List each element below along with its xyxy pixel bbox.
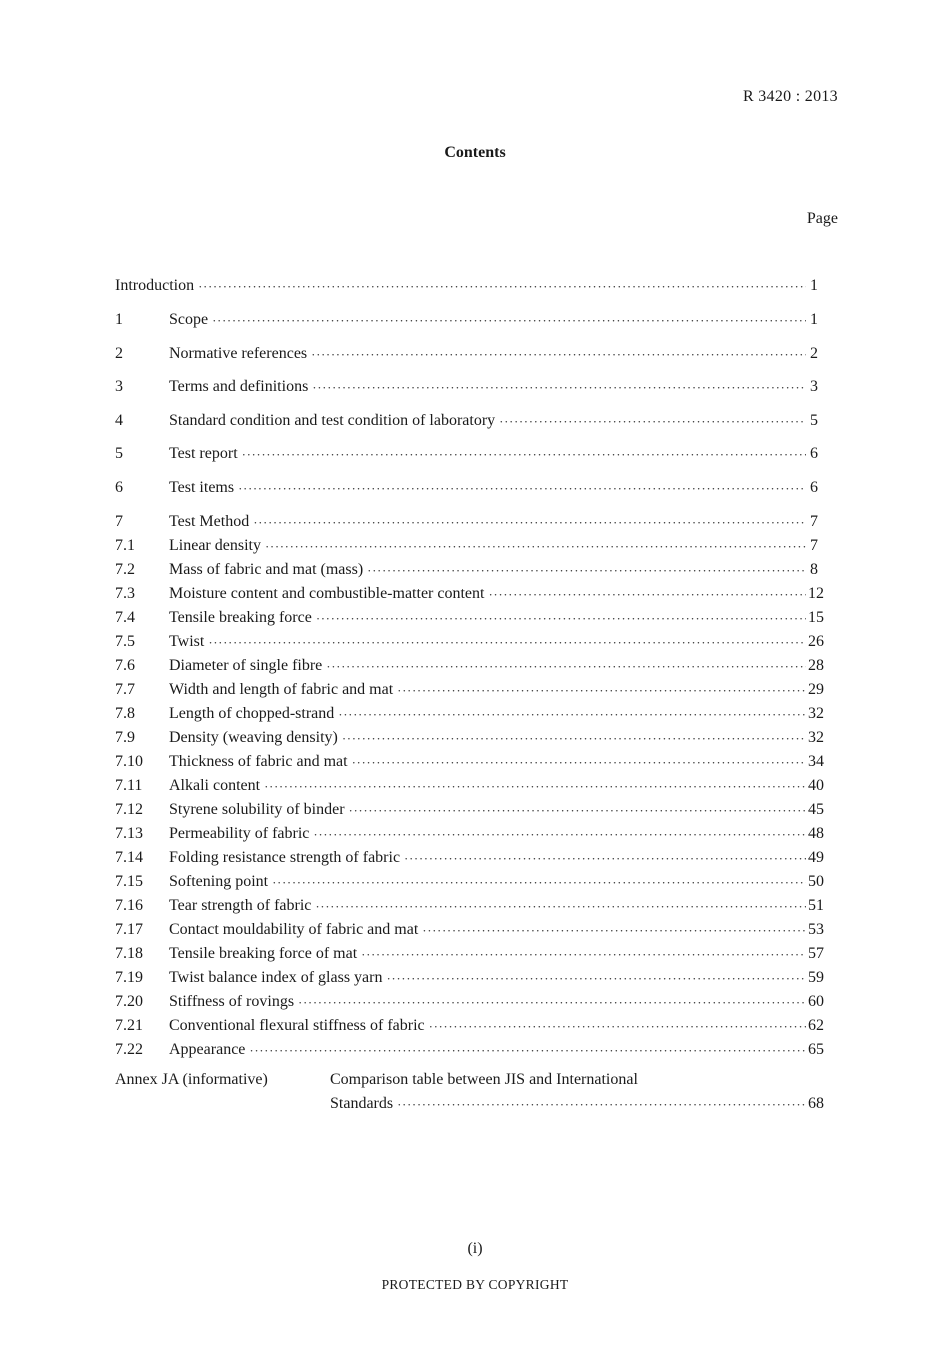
toc-leader-dots [338, 705, 806, 725]
toc-entry-page: 2 [810, 344, 818, 362]
toc-leader-dots [404, 849, 806, 869]
toc-entry-number: 7.10 [115, 752, 143, 770]
toc-leader-dots [265, 537, 806, 557]
toc-entry-page: 5 [810, 411, 818, 429]
toc-leader-dots [488, 585, 806, 605]
toc-entry-number: 7.17 [115, 920, 143, 938]
toc-entry-7-20[interactable] [115, 992, 824, 1012]
toc-entry-page: 62 [808, 1016, 824, 1034]
toc-entry-page: 50 [808, 872, 824, 890]
toc-entry-number: 5 [115, 445, 123, 463]
toc-entry-title: Width and length of fabric and mat [169, 680, 394, 698]
toc-leader-dots [315, 897, 806, 917]
toc-entry-title: Tensile breaking force of mat [169, 944, 358, 962]
toc-entry-7-21[interactable] [115, 1016, 824, 1036]
toc-entry-page: 29 [808, 680, 824, 698]
copyright-notice: PROTECTED BY COPYRIGHT [381, 1277, 569, 1292]
toc-entry-number: 7.16 [115, 896, 143, 914]
toc-entry-page: 1 [810, 277, 818, 294]
page-column-label: Page [806, 210, 838, 227]
toc-entry-title: Scope [169, 311, 209, 328]
toc-entry-7-5[interactable] [115, 632, 824, 652]
toc-leader-dots [198, 277, 806, 297]
toc-entry-title: Linear density [169, 536, 261, 554]
toc-leader-dots [342, 729, 806, 749]
toc-entry-list [115, 310, 824, 1060]
toc-entry-title: Conventional flexural stiffness of fabric [169, 1016, 425, 1034]
toc-entry-number: 7.21 [115, 1016, 143, 1034]
toc-entry-page: 28 [808, 656, 824, 674]
toc-leader-dots [298, 993, 806, 1013]
toc-leader-dots [238, 479, 806, 499]
toc-leader-dots [361, 945, 806, 965]
toc-entry-title: Introduction [115, 277, 195, 294]
toc-entry-number: 7.22 [115, 1040, 143, 1058]
toc-entry-number: 7.18 [115, 944, 143, 962]
toc-entry-2[interactable] [115, 344, 818, 364]
page-number: (i) [467, 1240, 483, 1257]
toc-entry-7-18[interactable] [115, 944, 824, 964]
toc-entry-title: Permeability of fabric [169, 824, 310, 842]
toc-entry-page: 59 [808, 968, 824, 986]
toc-entry-number: 2 [115, 344, 123, 362]
toc-entry-title: Twist balance index of glass yarn [169, 968, 383, 986]
toc-entry-page: 40 [808, 776, 824, 794]
toc-entry-1[interactable] [115, 310, 818, 330]
contents-title: Contents [444, 144, 506, 161]
toc-entry-number: 7.8 [115, 704, 135, 722]
toc-entry-page: 3 [810, 378, 818, 396]
toc-leader-dots [397, 1093, 806, 1113]
toc-entry-number: 7.5 [115, 632, 135, 650]
toc-leader-dots [429, 1017, 806, 1037]
toc-entry-7[interactable] [115, 512, 818, 532]
toc-entry-page: 34 [808, 752, 824, 770]
toc-entry-number: 7.2 [115, 560, 135, 578]
toc-entry-title: Test report [169, 445, 238, 463]
annex-title-line2: Standards [330, 1094, 394, 1112]
toc-entry-page: 26 [808, 632, 824, 650]
toc-entry-number: 7.3 [115, 584, 135, 602]
toc-leader-dots [312, 378, 806, 398]
toc-entry-number: 7.14 [115, 848, 143, 866]
toc-entry-number: 4 [115, 411, 123, 429]
toc-entry-title: Tensile breaking force [169, 608, 312, 626]
toc-leader-dots [326, 657, 806, 677]
table-of-contents [115, 276, 824, 1116]
toc-entry-number: 7.15 [115, 872, 143, 890]
toc-leader-dots [253, 513, 806, 533]
toc-entry-title: Mass of fabric and mat (mass) [169, 560, 364, 578]
toc-entry-number: 7.13 [115, 824, 143, 842]
toc-entry-6[interactable] [115, 478, 818, 498]
annex-page: 68 [808, 1094, 824, 1112]
toc-entry-title: Thickness of fabric and mat [169, 752, 348, 770]
toc-entry-number: 7.1 [115, 536, 135, 554]
toc-leader-dots [397, 681, 806, 701]
toc-entry-7-7[interactable] [115, 680, 824, 700]
toc-entry-page: 12 [808, 584, 824, 602]
toc-entry-page: 48 [808, 824, 824, 842]
toc-entry-number: 7.11 [115, 776, 143, 794]
toc-entry-7-2[interactable] [115, 560, 818, 580]
toc-leader-dots [272, 873, 806, 893]
toc-entry-annex[interactable] [115, 1068, 824, 1116]
toc-entry-number: 7.7 [115, 680, 135, 698]
toc-entry-title: Styrene solubility of binder [169, 800, 345, 818]
toc-entry-4[interactable] [115, 411, 818, 431]
toc-entry-7-19[interactable] [115, 968, 824, 988]
toc-entry-number: 7 [115, 512, 123, 530]
toc-entry-number: 7.12 [115, 800, 143, 818]
toc-entry-title: Length of chopped-strand [169, 704, 335, 722]
toc-leader-dots [316, 609, 806, 629]
toc-entry-number: 3 [115, 378, 123, 396]
toc-entry-7-11[interactable] [115, 776, 824, 796]
toc-entry-title: Normative references [169, 344, 308, 362]
toc-entry-title: Test items [169, 478, 235, 496]
toc-entry-title: Diameter of single fibre [169, 656, 323, 674]
toc-entry-page: 49 [808, 848, 824, 866]
toc-entry-page: 45 [808, 800, 824, 818]
toc-entry-number: 1 [115, 311, 123, 328]
toc-leader-dots [499, 412, 806, 432]
toc-leader-dots [386, 969, 806, 989]
toc-leader-dots [367, 561, 806, 581]
toc-entry-title: Softening point [169, 872, 269, 890]
toc-entry-title: Tear strength of fabric [169, 896, 312, 914]
toc-entry-number: 7.20 [115, 992, 143, 1010]
toc-entry-5[interactable] [115, 444, 818, 464]
toc-leader-dots [349, 801, 806, 821]
toc-entry-page: 32 [808, 728, 824, 746]
toc-entry-7-14[interactable] [115, 848, 824, 868]
toc-entry-title: Alkali content [169, 776, 261, 794]
toc-leader-dots [352, 753, 806, 773]
toc-entry-title: Appearance [169, 1040, 246, 1058]
annex-label: Annex JA (informative) [115, 1070, 268, 1088]
toc-entry-page: 7 [810, 512, 818, 530]
toc-entry-7-22[interactable] [115, 1040, 824, 1060]
toc-entry-title: Folding resistance strength of fabric [169, 848, 401, 866]
toc-entry-7-16[interactable] [115, 896, 824, 916]
toc-entry-title: Test Method [169, 512, 250, 530]
toc-entry-number: 7.6 [115, 656, 135, 674]
toc-entry-7-13[interactable] [115, 824, 824, 844]
toc-leader-dots [208, 633, 806, 653]
toc-leader-dots [212, 311, 806, 331]
toc-entry-number: 7.19 [115, 968, 143, 986]
toc-entry-7-12[interactable] [115, 800, 824, 820]
toc-entry-page: 65 [808, 1040, 824, 1058]
toc-entry-page: 7 [810, 536, 818, 554]
toc-entry-7-8[interactable] [115, 704, 824, 724]
toc-entry-page: 60 [808, 992, 824, 1010]
toc-entry-page: 6 [810, 445, 818, 463]
toc-entry-title: Standard condition and test condition of laboratory [169, 411, 496, 429]
toc-entry-title: Contact mouldability of fabric and mat [169, 920, 419, 938]
toc-leader-dots [313, 825, 806, 845]
toc-entry-7-9[interactable] [115, 728, 824, 748]
toc-leader-dots [242, 445, 806, 465]
toc-entry-7-15[interactable] [115, 872, 824, 892]
toc-entry-title: Density (weaving density) [169, 728, 338, 746]
toc-entry-page: 53 [808, 920, 824, 938]
toc-entry-7-3[interactable] [115, 584, 824, 604]
toc-entry-page: 6 [810, 478, 818, 496]
toc-entry-title: Terms and definitions [169, 378, 309, 396]
toc-leader-dots [422, 921, 806, 941]
toc-entry-7-6[interactable] [115, 656, 824, 676]
toc-entry-page: 8 [810, 560, 818, 578]
annex-title-line1: Comparison table between JIS and International [330, 1070, 638, 1088]
toc-entry-title: Twist [169, 632, 205, 650]
toc-entry-7-17[interactable] [115, 920, 824, 940]
toc-entry-number: 6 [115, 478, 123, 496]
toc-entry-number: 7.4 [115, 608, 135, 626]
toc-entry-page: 32 [808, 704, 824, 722]
toc-entry-3[interactable] [115, 377, 818, 397]
toc-entry-number: 7.9 [115, 728, 135, 746]
toc-leader-dots [249, 1041, 806, 1061]
toc-entry-title: Stiffness of rovings [169, 992, 295, 1010]
toc-entry-page: 1 [810, 311, 818, 328]
document-id: R 3420 : 2013 [742, 88, 838, 105]
toc-entry-7-1[interactable] [115, 536, 818, 556]
toc-entry-title: Moisture content and combustible-matter content [169, 584, 485, 602]
toc-entry-introduction[interactable] [115, 276, 818, 296]
toc-entry-page: 51 [808, 896, 824, 914]
toc-entry-7-4[interactable] [115, 608, 824, 628]
toc-entry-7-10[interactable] [115, 752, 824, 772]
toc-leader-dots [264, 777, 806, 797]
toc-entry-page: 57 [808, 944, 824, 962]
toc-leader-dots [311, 345, 806, 365]
toc-entry-page: 15 [808, 608, 824, 626]
